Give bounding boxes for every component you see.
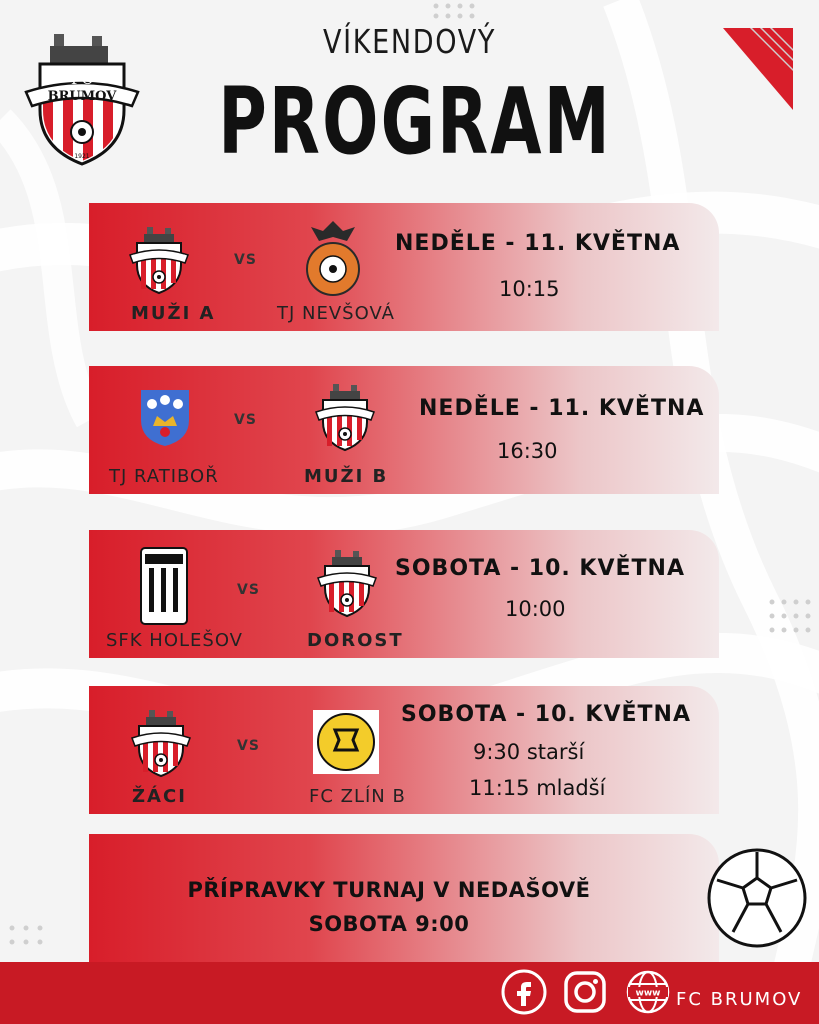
home-team-name: TJ RATIBOŘ	[109, 466, 219, 487]
page-title: PROGRAM	[218, 68, 612, 175]
match-card	[89, 366, 719, 494]
away-team-name: FC ZLÍN B	[309, 786, 406, 807]
fc-brumov-logo	[313, 548, 381, 618]
corner-decoration	[723, 28, 793, 110]
match-time: 16:30	[497, 439, 558, 463]
home-team-name: ŽÁCI	[132, 786, 187, 807]
logo-fc-text: FC	[71, 70, 93, 88]
tj-nevsova-logo	[303, 217, 363, 299]
logo-name-text: BRUMOV	[47, 89, 117, 104]
match-time: 10:00	[505, 597, 566, 621]
vs-label: VS	[234, 412, 257, 428]
tournament-card	[89, 834, 719, 962]
tournament-title: PŘÍPRAVKY TURNAJ V NEDAŠOVĚ	[187, 878, 591, 902]
home-team-name: MUŽI A	[131, 303, 216, 324]
facebook-icon[interactable]	[500, 968, 548, 1016]
svg-text:www: www	[635, 988, 661, 999]
away-team-name: DOROST	[307, 630, 404, 651]
fc-brumov-logo	[125, 225, 193, 295]
match-date: SOBOTA - 10. KVĚTNA	[401, 702, 691, 727]
match-card	[89, 203, 719, 331]
fc-zlin-logo	[313, 710, 379, 774]
logo-year-text: 1921	[74, 153, 90, 160]
tournament-time: SOBOTA 9:00	[308, 912, 470, 936]
vs-label: VS	[237, 582, 260, 598]
match-card	[89, 530, 719, 658]
footer-club-name: FC BRUMOV	[676, 989, 803, 1010]
fc-brumov-logo	[311, 382, 379, 452]
fc-brumov-logo	[127, 708, 195, 778]
match-date: NEDĚLE - 11. KVĚTNA	[419, 396, 705, 421]
www-globe-icon[interactable]	[624, 968, 672, 1016]
page-subtitle: VÍKENDOVÝ	[322, 22, 497, 61]
match-time: 10:15	[499, 277, 560, 301]
tj-ratibor-logo	[137, 386, 193, 448]
match-date: SOBOTA - 10. KVĚTNA	[395, 556, 685, 581]
dots-decoration	[766, 596, 816, 638]
vs-label: VS	[234, 252, 257, 268]
match-date: NEDĚLE - 11. KVĚTNA	[395, 231, 681, 256]
home-team-name: SFK HOLEŠOV	[106, 630, 243, 651]
sfk-holesov-logo	[139, 546, 189, 626]
match-time: 11:15 mladší	[469, 776, 606, 800]
football-icon	[705, 846, 809, 950]
away-team-name: TJ NEVŠOVÁ	[277, 303, 395, 324]
dots-decoration	[430, 0, 480, 20]
match-time: 9:30 starší	[473, 740, 585, 764]
away-team-name: MUŽI B	[304, 466, 389, 487]
match-card	[89, 686, 719, 814]
instagram-icon[interactable]	[561, 968, 609, 1016]
vs-label: VS	[237, 738, 260, 754]
